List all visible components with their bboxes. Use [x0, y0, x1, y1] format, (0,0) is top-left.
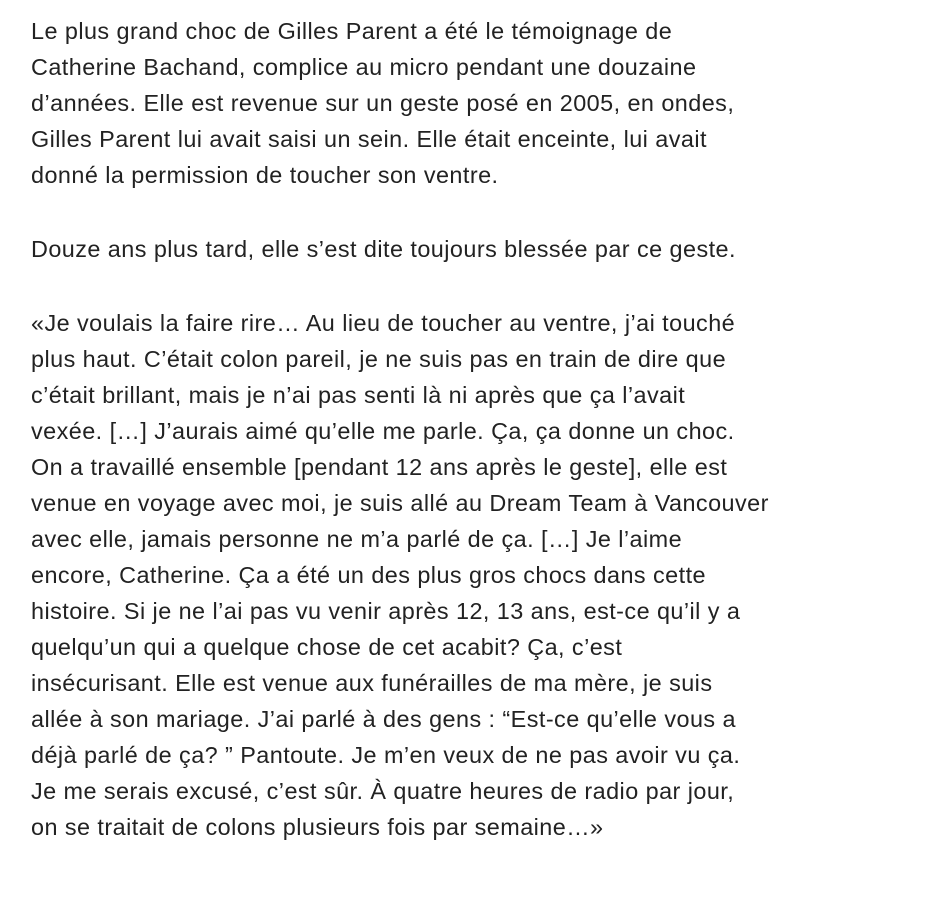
text-line: donné la permission de toucher son ventre.	[31, 162, 499, 188]
text-line: déjà parlé de ça? ” Pantoute. Je m’en veux de ne pas avoir vu ça.	[31, 742, 741, 768]
text-line: Le plus grand choc de Gilles Parent a été le témoignage de	[31, 18, 673, 44]
text-line: vexée. […] J’aurais aimé qu’elle me parle. Ça, ça donne un choc.	[31, 418, 735, 444]
paragraph-intro	[31, 13, 911, 193]
page-bottom-edge	[0, 892, 932, 902]
text-line: allée à son mariage. J’ai parlé à des gens : “Est-ce qu’elle vous a	[31, 706, 736, 732]
text-line: histoire. Si je ne l’ai pas vu venir après 12, 13 ans, est-ce qu’il y a	[31, 598, 741, 624]
text-line: encore, Catherine. Ça a été un des plus gros chocs dans cette	[31, 562, 706, 588]
text-line: «Je voulais la faire rire… Au lieu de toucher au ventre, j’ai touché	[31, 310, 736, 336]
text-line: Catherine Bachand, complice au micro pendant une douzaine	[31, 54, 697, 80]
text-line: c’était brillant, mais je n’ai pas senti là ni après que ça l’avait	[31, 382, 686, 408]
article-body	[31, 13, 911, 883]
text-line: on se traitait de colons plusieurs fois par semaine…»	[31, 814, 604, 840]
paragraph-quote	[31, 305, 911, 845]
text-line: Douze ans plus tard, elle s’est dite toujours blessée par ce geste.	[31, 236, 736, 262]
text-line: quelqu’un qui a quelque chose de cet acabit? Ça, c’est	[31, 634, 623, 660]
text-line: Je me serais excusé, c’est sûr. À quatre heures de radio par jour,	[31, 778, 735, 804]
text-line: avec elle, jamais personne ne m’a parlé de ça. […] Je l’aime	[31, 526, 683, 552]
paragraph-followup	[31, 231, 911, 267]
text-line: On a travaillé ensemble [pendant 12 ans après le geste], elle est	[31, 454, 728, 480]
text-line: Gilles Parent lui avait saisi un sein. Elle était enceinte, lui avait	[31, 126, 707, 152]
text-line: insécurisant. Elle est venue aux funérailles de ma mère, je suis	[31, 670, 713, 696]
text-line: plus haut. C’était colon pareil, je ne suis pas en train de dire que	[31, 346, 727, 372]
text-line: d’années. Elle est revenue sur un geste posé en 2005, en ondes,	[31, 90, 735, 116]
text-line: venue en voyage avec moi, je suis allé au Dream Team à Vancouver	[31, 490, 769, 516]
